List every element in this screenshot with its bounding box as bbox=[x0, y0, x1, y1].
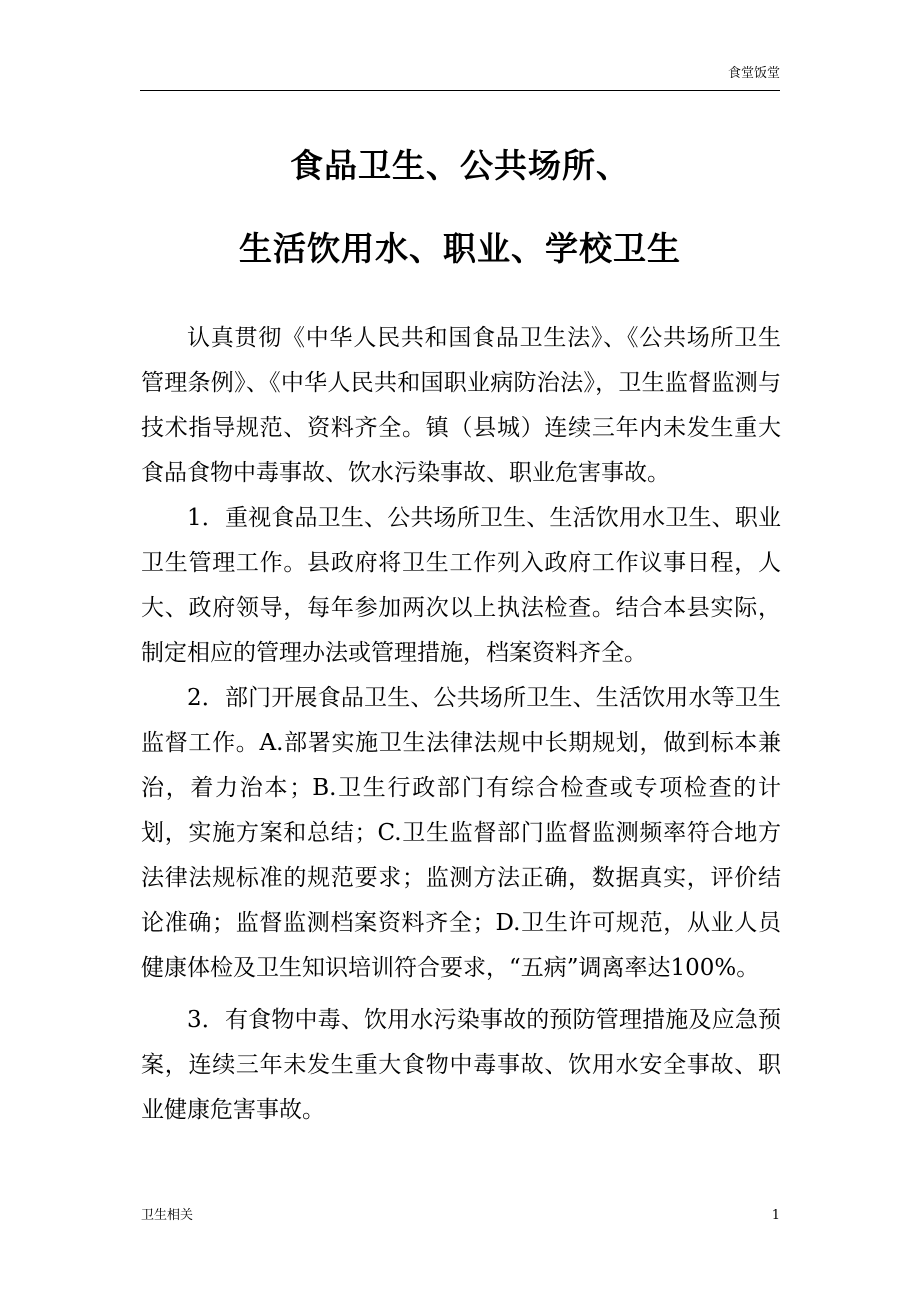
document-body bbox=[141, 316, 781, 1133]
paragraph-item-2: 2．部门开展食品卫生、公共场所卫生、生活饮用水等卫生监督工作。A.部署实施卫生法律法规中长期规划，做到标本兼治，着力治本；B.卫生行政部门有综合检查或专项检查的计划，实施方案和总结；C.卫生监督部门监督监测频率符合地方法律法规标准的规范要求；监测方法正确，数据真实，评价结论准确；监督监测档案资料齐全；D.卫生许可规范，从业人员健康体检及卫生知识培训符合要求，“五病”调离率达100%。 bbox=[141, 685, 781, 981]
footer-category: 卫生相关 bbox=[141, 1208, 194, 1223]
document-title-line-2: 生活饮用水、职业、学校卫生 bbox=[239, 229, 681, 268]
header-category: 食堂饭堂 bbox=[727, 66, 780, 81]
paragraph-item-1: 1．重视食品卫生、公共场所卫生、生活饮用水卫生、职业卫生管理工作。县政府将卫生工作列入政府工作议事日程，人大、政府领导，每年参加两次以上执法检查。结合本县实际，制定相应的管理办法或管理措施，档案资料齐全。 bbox=[141, 505, 781, 666]
paragraph-item-3: 3．有食物中毒、饮用水污染事故的预防管理措施及应急预案，连续三年未发生重大食物中毒事故、饮用水安全事故、职业健康危害事故。 bbox=[141, 1007, 781, 1123]
document-title-line-1: 食品卫生、公共场所、 bbox=[290, 146, 630, 185]
page-number: 1 bbox=[771, 1208, 780, 1223]
paragraph-intro: 认真贯彻《中华人民共和国食品卫生法》、《公共场所卫生管理条例》、《中华人民共和国职业病防治法》，卫生监督监测与技术指导规范、资料齐全。镇（县城）连续三年内未发生重大食品食物中毒事故、饮水污染事故、职业危害事故。 bbox=[141, 325, 781, 486]
header-rule bbox=[140, 90, 780, 91]
